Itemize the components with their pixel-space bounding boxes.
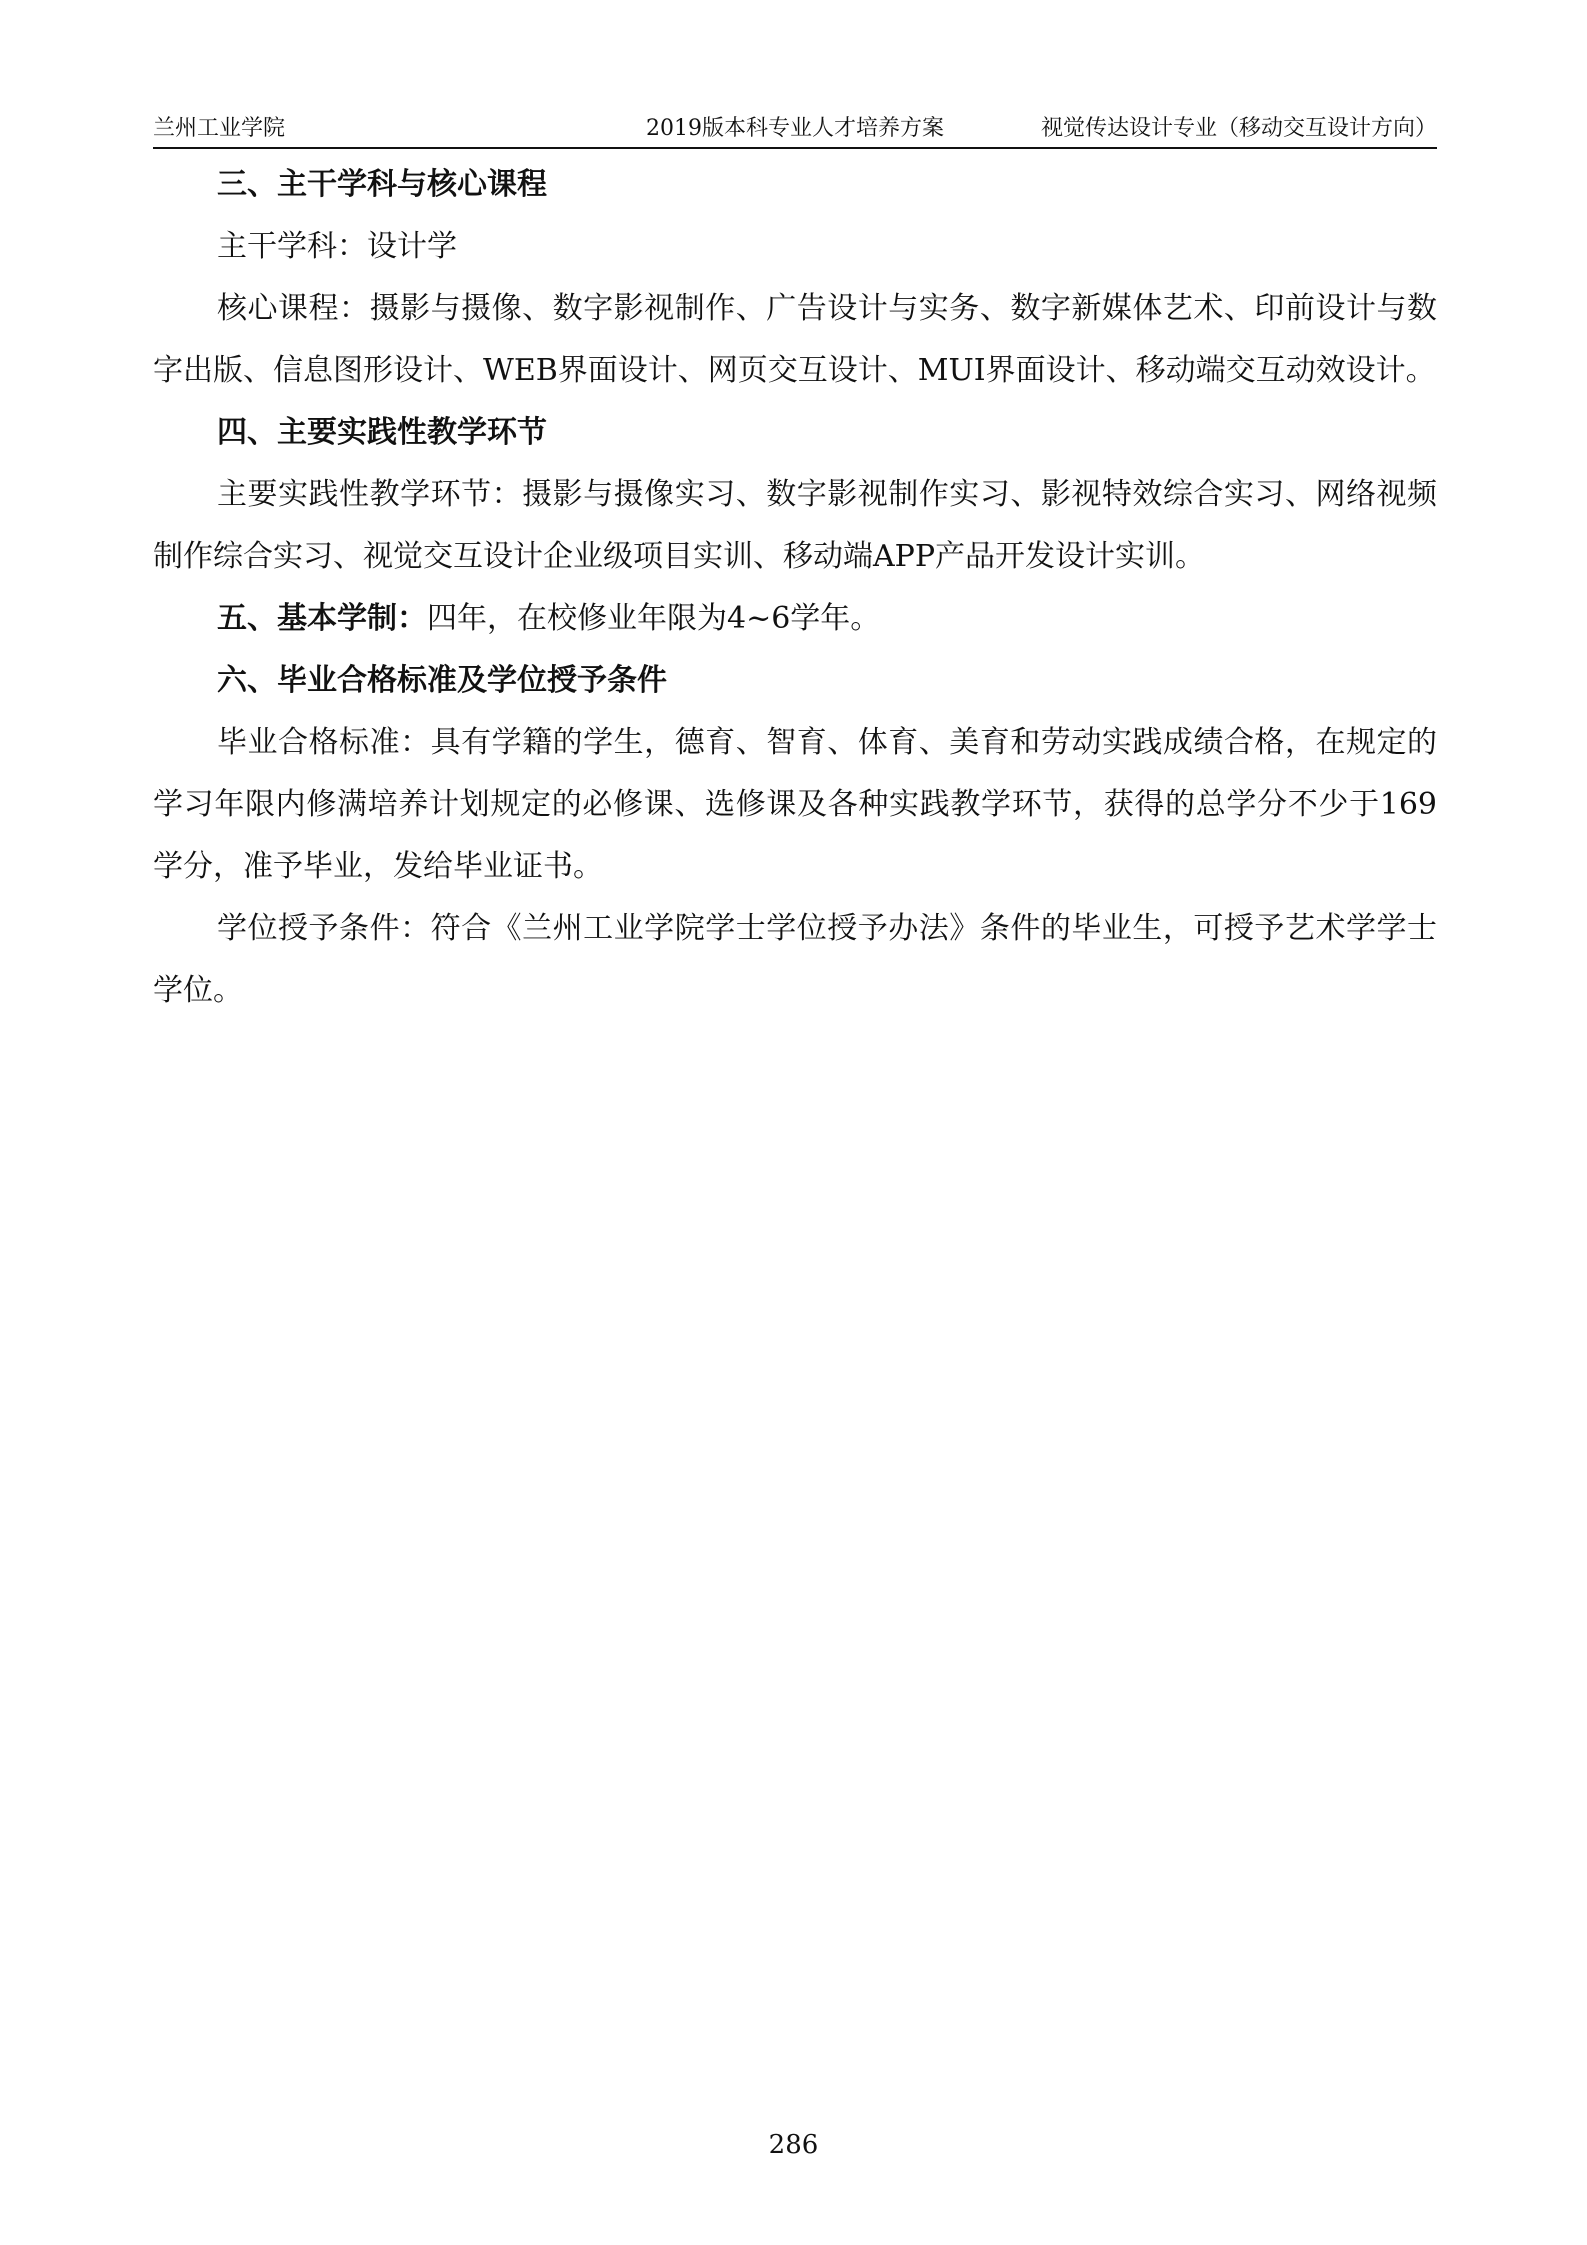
page-number: 286	[768, 2130, 819, 2160]
document-body	[153, 154, 1437, 1022]
core-courses-paragraph: 核心课程：摄影与摄像、数字影视制作、广告设计与实务、数字新媒体艺术、印前设计与数字出版、信息图形设计、WEB界面设计、网页交互设计、MUI界面设计、移动端交互动效设计。	[153, 291, 1437, 388]
header-document-title: 2019版本科专业人才培养方案	[646, 116, 944, 141]
section-5-line	[153, 588, 1437, 650]
graduation-standard-paragraph: 毕业合格标准：具有学籍的学生，德育、智育、体育、美育和劳动实践成绩合格，在规定的学习年限内修满培养计划规定的必修课、选修课及各种实践教学环节，获得的总学分不少于169学分，准予毕业，发给毕业证书。	[153, 725, 1437, 884]
practice-paragraph: 主要实践性教学环节：摄影与摄像实习、数字影视制作实习、影视特效综合实习、网络视频制作综合实习、视觉交互设计企业级项目实训、移动端APP产品开发设计实训。	[153, 477, 1437, 574]
section-5-body: 四年，在校修业年限为4~6学年。	[427, 601, 881, 636]
page-header	[153, 114, 1437, 150]
header-major: 视觉传达设计专业（移动交互设计方向）	[1040, 116, 1437, 141]
main-discipline-paragraph: 主干学科：设计学	[217, 229, 457, 264]
header-divider	[153, 147, 1437, 149]
section-3-heading: 三、主干学科与核心课程	[217, 167, 547, 202]
header-institution: 兰州工业学院	[153, 116, 286, 141]
section-5-heading: 五、基本学制：	[217, 601, 427, 636]
section-4-heading: 四、主要实践性教学环节	[217, 415, 547, 450]
degree-conditions-paragraph: 学位授予条件：符合《兰州工业学院学士学位授予办法》条件的毕业生，可授予艺术学学士学位。	[153, 911, 1437, 1008]
section-6-heading: 六、毕业合格标准及学位授予条件	[217, 663, 667, 698]
